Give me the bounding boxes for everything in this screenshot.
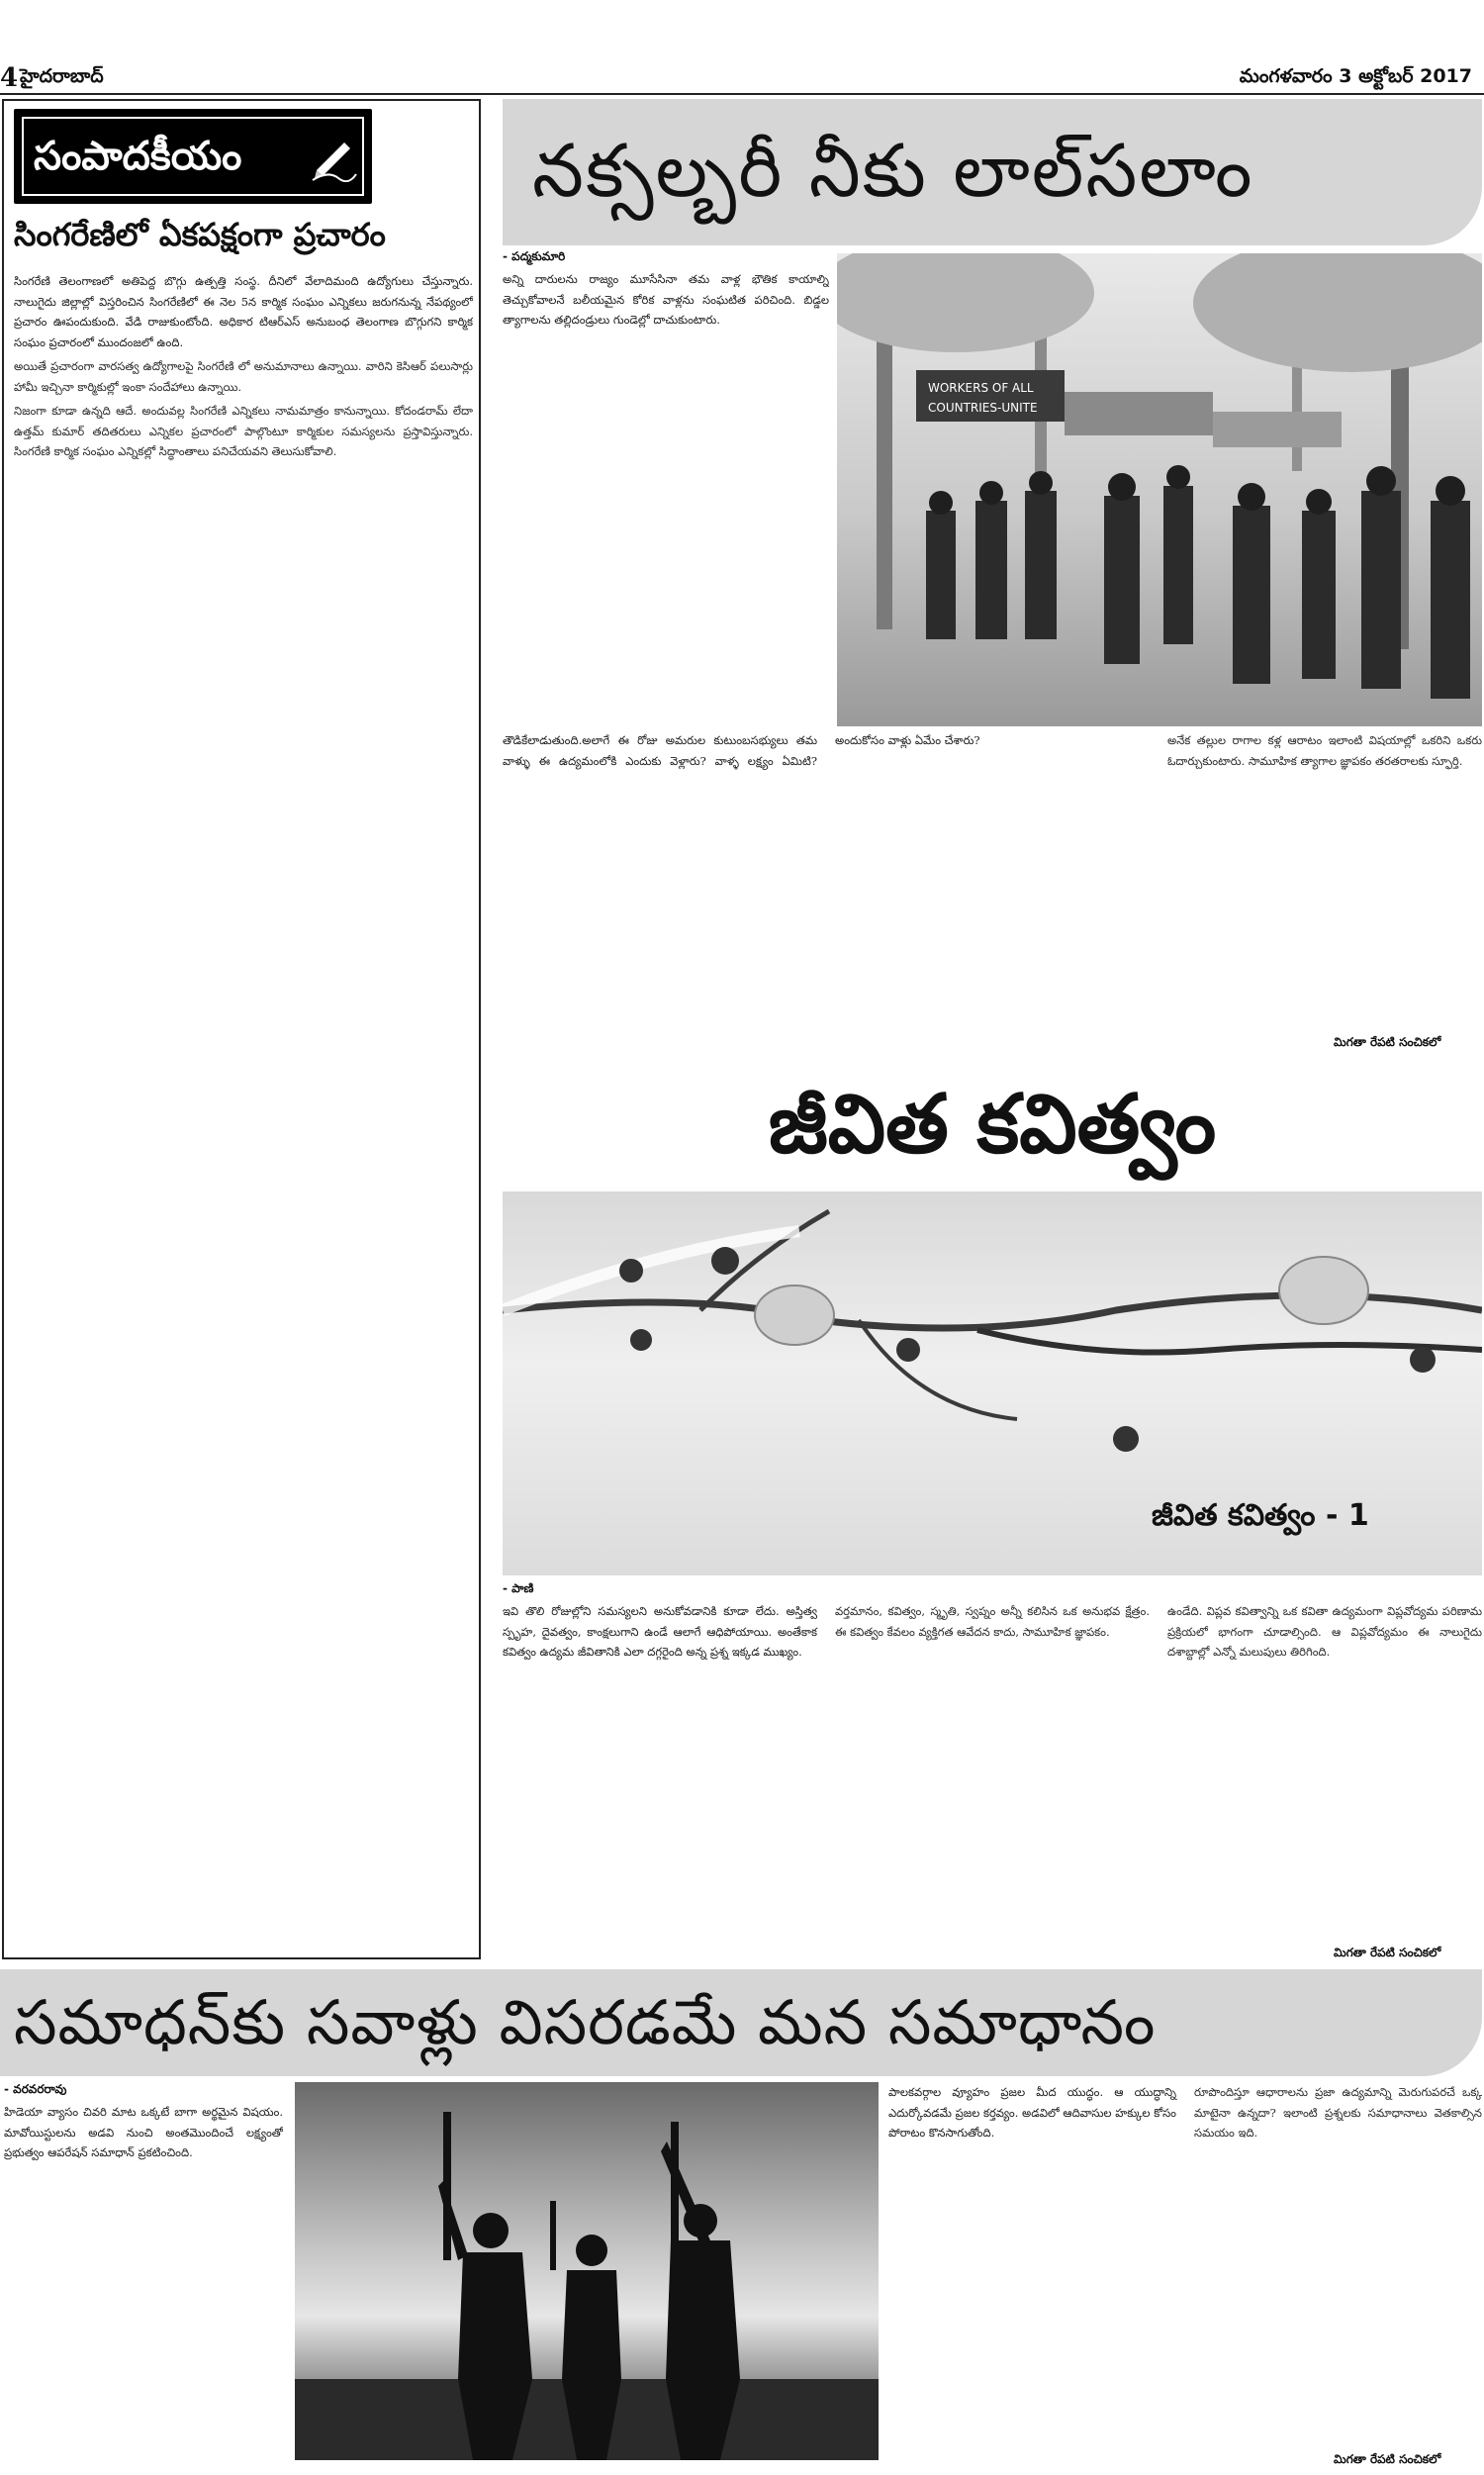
headline-banner-1 xyxy=(503,99,1482,245)
city-name: హైదరాబాద్ xyxy=(20,65,104,87)
article1-body xyxy=(503,730,1482,1035)
series-label: జీవిత కవిత్వం - 1 xyxy=(1152,1498,1369,1533)
article3-col1 xyxy=(4,2102,283,2460)
article1-intro xyxy=(503,269,829,726)
editorial-body xyxy=(14,271,473,1950)
headline-jeevita-kavitvam: జీవిత కవిత్వం xyxy=(768,1078,1217,1172)
headline-banner-2 xyxy=(503,1061,1482,1190)
article2-body xyxy=(503,1601,1482,1946)
article2-paragraph: ఇవి తొలి రోజుల్లోని సమస్యలని అనుకోవడానికి కూడా లేదు. అస్తిత్వ స్పృహ, దైవత్వం, కాంక్షలుగాని ఉండే ఆలాగే ఆధిపోయాయి. అంతేకాక కవిత్వం ఉద్యమ జీవితానికి ఎలా దగ్గరైంది అన్న ప్రశ్న ఇక్కడ ముఖ్యం. xyxy=(503,1604,817,1659)
pen-writing-icon xyxy=(309,131,360,182)
issue-date: మంగళవారం 3 అక్టోబర్ 2017 xyxy=(1239,65,1472,87)
header-divider xyxy=(0,93,1484,95)
article2-continued: మిగతా రేపటి సంచికలో xyxy=(1334,1946,1441,1959)
editorial-paragraph: అయితే ప్రచారంగా వారసత్వ ఉద్యోగాలపై సింగరేణి లో అనుమానాలు ఉన్నాయి. వారిని కెసిఆర్ పలుసార్లు హామీ ఇచ్చినా కార్మికుల్లో ఇంకా సందేహాలు ఉన్నాయి. xyxy=(14,359,473,394)
editorial-box xyxy=(2,99,481,1959)
article3-paragraph: హిడెయా వ్యాసం చివరి మాట ఒక్కటే బాగా అర్థమైన విషయం. మావోయిస్టులను అడవి నుంచి అంతమొందించే లక్ష్యంతో ప్రభుత్వం ఆపరేషన్ సమాధాన్ ప్రకటించింది. xyxy=(4,2105,283,2159)
page-header xyxy=(0,0,1484,97)
byline-1: - పద్మకుమారి xyxy=(503,249,566,263)
article3-paragraph: పాలకవర్గాల వ్యూహం ప్రజల మీద యుద్ధం. ఆ యుద్ధాన్ని ఎదుర్కోవడమే ప్రజల కర్తవ్యం. అడవిలో ఆదివాసుల హక్కుల కోసం పోరాటం కొనసాగుతోంది. xyxy=(888,2085,1176,2140)
editorial-paragraph: నిజంగా కూడా ఉన్నది ఆదే. అందువల్ల సింగరేణి ఎన్నికలు నామమాత్రం కానున్నాయి. కోదండరామ్ లేదా ఉత్తమ్ కుమార్ తదితరులు ఎన్నికల ప్రచారంలో పాల్గొంటూ కార్మికుల సమస్యలను ప్రస్తావిస్తున్నారు. సింగరేణి కార్మిక సంఘం ఎన్నికల్లో సిద్ధాంతాలు పనిచేయవని తెలుసుకోవాలి. xyxy=(14,404,473,458)
article2-paragraph: ఉండేది. విప్లవ కవిత్వాన్ని ఒక కవితా ఉద్యమంగా విప్లవోద్యమ పరిణామ ప్రక్రియలో భాగంగా చూడాల్సింది. ఆ విప్లవోద్యమం ఈ నాలుగైదు దశాబ్దాల్లో ఎన్నో మలుపులు తిరిగింది. xyxy=(1167,1604,1482,1659)
rally-photo xyxy=(837,253,1482,726)
editorial-label xyxy=(14,109,372,204)
blossom-photo xyxy=(503,1191,1482,1575)
banner-text-line2: COUNTRIES-UNITE xyxy=(928,401,1038,415)
byline-2: - పాణి xyxy=(503,1581,534,1595)
page-number: 4 xyxy=(0,63,19,93)
article3-continued: మిగతా రేపటి సంచికలో xyxy=(1334,2452,1441,2466)
banner-text-line1: WORKERS OF ALL xyxy=(928,381,1034,395)
article1-paragraph: తౌడికేలాడుతుంది.అలాగే ఈ రోజు అమరుల కుటుంబసభ్యులు తమ వాళ్ళు ఈ ఉద్యమంలోకి ఎందుకు వెళ్లారు? వాళ్ళ లక్ష్యం ఏమిటి? అందుకోసం వాళ్లు ఏమేం చేశారు? xyxy=(503,733,980,768)
silhouette-photo xyxy=(295,2082,879,2460)
article1-continued: మిగతా రేపటి సంచికలో xyxy=(1334,1035,1441,1049)
article3-paragraph: రూపొందిస్తూ ఆధారాలను ప్రజా ఉద్యమాన్ని మెరుగుపరచే ఒక్క మాటైనా ఉన్నదా? ఇలాంటి ప్రశ్నలకు సమాధానాలు వెతకాల్సిన సమయం ఇది. xyxy=(1194,2085,1482,2140)
headline-samadhan: సమాధన్‌కు సవాళ్లు విసరడమే మన సమాధానం xyxy=(14,1986,1157,2058)
article2-paragraph: వర్తమానం, కవిత్వం, స్మృతి, స్వప్నం అన్నీ కలిసిన ఒక అనుభవ క్షేత్రం. ఈ కవిత్వం కేవలం వ్యక్తిగత ఆవేదన కాదు, సామూహిక జ్ఞాపకం. xyxy=(835,1604,1150,1639)
editorial-paragraph: సింగరేణి తెలంగాణలో అతిపెద్ద బొగ్గు ఉత్పత్తి సంస్థ. దీనిలో వేలాదిమంది ఉద్యోగులు చేస్తున్నారు. నాలుగైదు జిల్లాల్లో విస్తరించిన సింగరేణిలో ఈ నెల 5న కార్మిక సంఘం ఎన్నికలు జరుగనున్న నేపథ్యంలో ప్రచారం ఊపందుకుంది. వేడి రాజుకుంటోంది. అధికార టిఆర్‌ఎస్ అనుబంధ తెలంగాణ బొగ్గుగని కార్మిక సంఘం ప్రచారంలో ముందంజలో ఉంది. xyxy=(14,274,473,349)
editorial-title: సింగరేణిలో ఏకపక్షంగా ప్రచారం xyxy=(14,216,386,253)
article1-paragraph: అనేక తల్లుల రాగాల కళ్ల ఆరాటం ఇలాంటి విషయాల్లో ఒకరిని ఒకరు ఓదార్చుకుంటారు. సామూహిక త్యాగాల జ్ఞాపకం తరతరాలకు స్ఫూర్తి. xyxy=(1167,733,1482,768)
byline-3: - వరవరరావు xyxy=(4,2082,67,2096)
article3-body xyxy=(888,2082,1482,2460)
headline-naxalbari: నక్సల్బరీ నీకు లాల్‌సలాం xyxy=(532,129,1254,214)
editorial-label-text: సంపాదకీయం xyxy=(34,134,242,179)
article1-paragraph: అన్ని దారులను రాజ్యం మూసేసినా తమ వాళ్ల భౌతిక కాయాల్ని తెచ్చుకోవాలనే బలీయమైన కోరిక వాళ్లను సంఘటిత పరిచింది. బిడ్డల త్యాగాలను తల్లిదండ్రులు గుండెల్లో దాచుకుంటారు. xyxy=(503,272,829,327)
headline-banner-3 xyxy=(0,1969,1482,2076)
